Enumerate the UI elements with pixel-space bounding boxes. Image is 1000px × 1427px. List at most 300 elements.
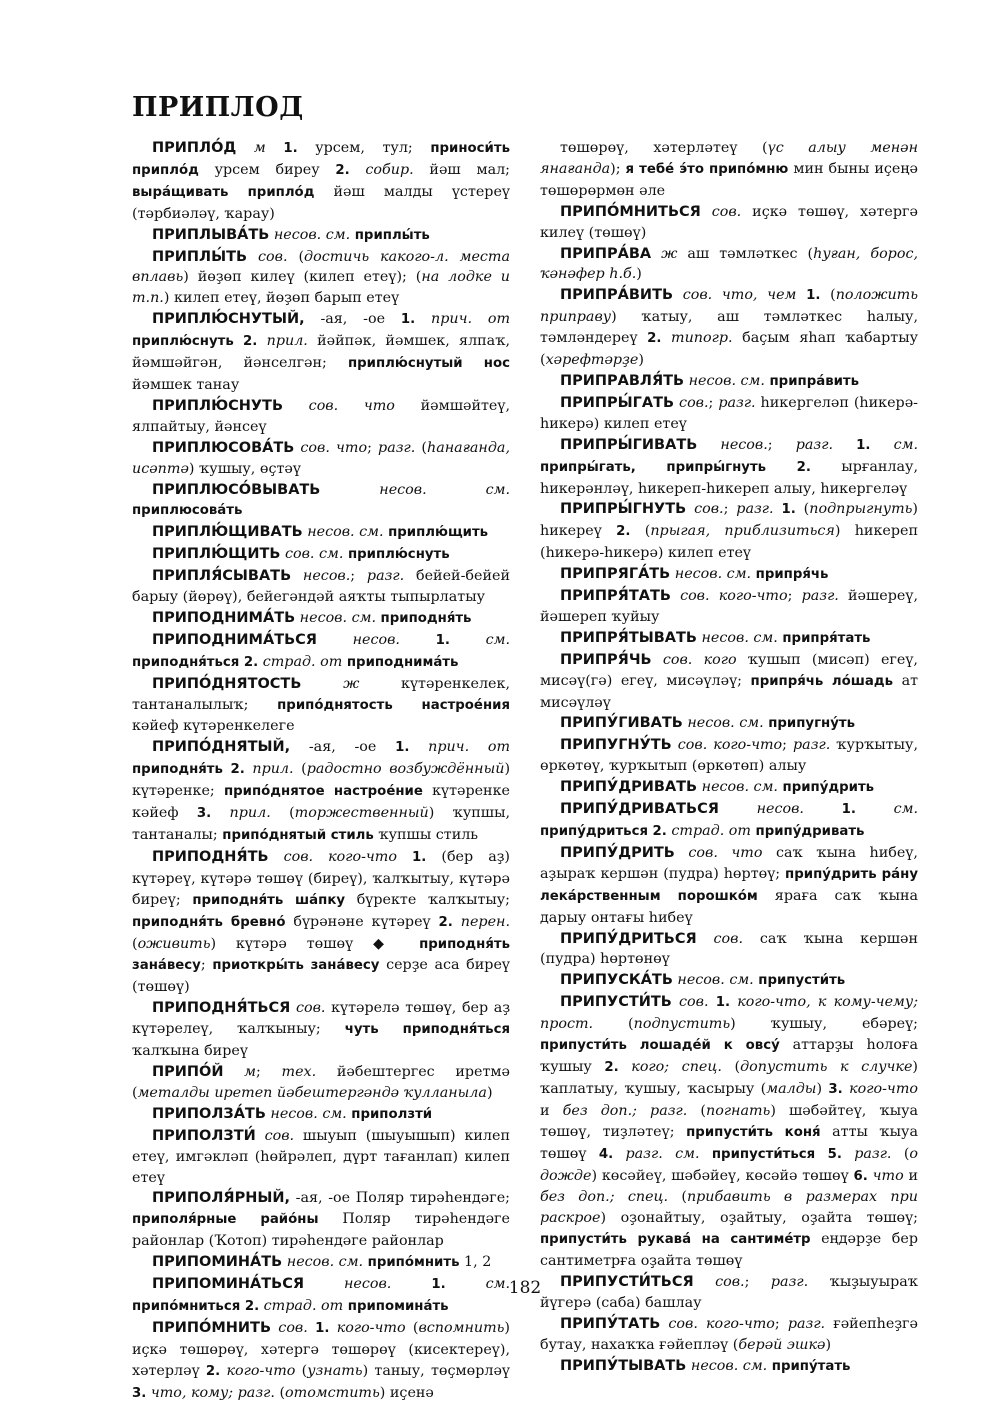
entry-text: Поляр тирәһендәге районлар (Ҡотоп) тирәһендәге районлар: [132, 1211, 511, 1250]
headword: ПРИПЛЫ́ТЬ: [152, 248, 248, 265]
bold-text: припу́дрить ра́ну лека́рственным порошко́м: [540, 866, 918, 904]
bold-text: 2.: [243, 654, 259, 670]
entry-text: күтәренке кәйеф: [132, 783, 510, 822]
italic-label: һуған, борос, ҡәнәфер һ.б.: [540, 245, 918, 283]
entry-text: бейей-бейей барыу (йөрөү), бейегәндәй аяҡты тыпырлатыу: [132, 568, 510, 606]
dictionary-entry: [132, 309, 510, 396]
bold-text: припо́мниться: [132, 1298, 241, 1314]
entry-text: ) ҡушыу, өҫтәү: [188, 460, 301, 477]
entry-text: [397, 849, 412, 865]
bold-text: 2.: [796, 459, 811, 475]
entry-text: ҡурҡытыу, өркөтөү, ҡурҡытып (өркөтөп) алыу: [540, 737, 918, 775]
italic-label: м: [223, 1063, 257, 1080]
bold-text: припу́дривать: [755, 824, 865, 839]
bold-text: 4.: [598, 1146, 614, 1162]
bold-text: 2.: [230, 762, 245, 778]
italic-label: несов. см.: [696, 629, 778, 646]
dictionary-entry: [540, 1314, 918, 1356]
dictionary-entry: [132, 438, 510, 480]
italic-label: допустить к случке: [740, 1058, 913, 1075]
entry-text: ;: [350, 568, 367, 585]
headword: ПРИПРЯ́ТЫВАТЬ: [560, 629, 697, 646]
bold-text: 1.: [412, 849, 427, 865]
entry-text: ярағa саҡ ҡына дарыу онтағы һибеү: [540, 887, 918, 926]
bold-text: 1.: [841, 802, 856, 818]
entry-text: күтәренкелек, тантаналылыҡ;: [132, 675, 510, 713]
bold-text: 1.: [400, 312, 416, 328]
italic-label: погнать: [706, 1102, 771, 1119]
headword: ПРИПЛО́Д: [152, 140, 237, 156]
italic-label: сов.: [674, 394, 709, 411]
bold-text: 3.: [132, 1385, 147, 1401]
entry-text: (: [293, 761, 307, 778]
bold-text: припры́гать, припры́гнуть: [540, 459, 767, 475]
italic-label: несов. см.: [682, 715, 764, 732]
entry-text: и: [903, 1167, 918, 1184]
headword: ПРИПУ́ТЫВАТЬ: [560, 1357, 687, 1374]
entry-text: ;: [787, 588, 802, 605]
bold-text: приплю́снуть: [347, 547, 450, 563]
entry-text: иҫкә төшөү, хәтергә килеү (төшөү): [540, 203, 918, 241]
bold-text: 1.: [781, 502, 796, 518]
entry-text: [709, 994, 716, 1010]
bold-text: 5.: [827, 1146, 842, 1162]
italic-label: ж: [651, 245, 678, 262]
italic-label: сов. что: [294, 439, 368, 456]
entry-text: (: [687, 1102, 706, 1119]
headword: ПРИПРЫ́ГИВАТЬ: [560, 436, 698, 453]
entry-text: ) һикереп (һикерә-һикерә) килеп етеү: [540, 523, 919, 562]
entry-text: урсем, тул;: [297, 140, 431, 156]
entry-text: серҙе аса биреү (төшөү): [132, 957, 510, 996]
entry-text: ): [638, 352, 644, 369]
entry-text: (: [630, 523, 651, 540]
italic-label: кого-что: [329, 1319, 406, 1336]
headword: ПРИПО́Й: [152, 1063, 224, 1080]
italic-label: сов.: [696, 930, 744, 947]
entry-text: ): [825, 1336, 832, 1353]
italic-label: сов. что: [674, 844, 763, 861]
headword: ПРИПУСТИ́ТЬ: [560, 994, 672, 1011]
right-column: [540, 138, 918, 1378]
headword: ПРИПОДНИМА́ТЬСЯ: [152, 631, 317, 648]
entry-text: күтәрелә төшөү, бер аҙ күтәрелеү, ҡалҡыныу;: [132, 1000, 510, 1038]
italic-label: несов.: [316, 631, 400, 648]
bold-text: припусти́ть рукава́ на сантиме́тр: [540, 1232, 811, 1248]
entry-text: );: [610, 160, 626, 177]
entry-text: ;: [767, 436, 796, 453]
headword: ПРИПРЯ́ТАТЬ: [560, 588, 671, 605]
entry-text: төшөрөү, хәтерләтеү (: [560, 140, 768, 156]
dictionary-entry: [540, 586, 918, 628]
headword: ПРИПОДНЯ́ТЬСЯ: [152, 1000, 291, 1017]
bold-text: приоткры́ть зана́весу: [212, 958, 380, 974]
entry-text: ) йөҙөп килеү (килеп етеү); (: [183, 269, 422, 286]
entry-text: ) һикереү: [540, 501, 918, 540]
dictionary-entry: [132, 674, 510, 738]
bold-text: 2.: [604, 1059, 619, 1075]
italic-label: оживить: [137, 935, 211, 952]
entry-text: ): [486, 1084, 493, 1101]
dictionary-entry: [540, 285, 918, 371]
italic-label: сов.: [693, 1274, 745, 1291]
entry-text: ): [636, 266, 642, 283]
entry-text: (: [132, 935, 138, 952]
italic-label: сов. что, чем: [673, 287, 797, 304]
entry-text: аттарҙы һолоға ҡушыу: [540, 1037, 919, 1075]
italic-label: сов. кого-что: [268, 848, 397, 865]
entry-text: бүрәнәне күтәреү: [285, 913, 439, 930]
dictionary-entry: [540, 202, 918, 244]
entry-text: [766, 459, 796, 475]
italic-label: сов.: [290, 1000, 326, 1017]
bold-text: приподня́ть зана́весу: [132, 936, 510, 974]
entry-text: аш тәмләткес (: [677, 245, 814, 262]
bold-text: приподня́ться: [132, 654, 240, 670]
bold-text: припо́днятый стиль: [222, 828, 374, 843]
italic-label: прил.: [244, 761, 294, 778]
headword: ПРИПЛЮ́ЩИТЬ: [152, 546, 281, 563]
italic-label: прибавить в размерах при раскрое: [540, 1189, 918, 1227]
bold-text: 2.: [205, 1363, 221, 1379]
headword: ПРИПЛЯ́СЫВАТЬ: [152, 568, 292, 585]
entry-text: ) ҡупшы, тантаналы;: [132, 805, 511, 843]
bold-text: 1.: [283, 141, 298, 156]
dictionary-entry: [540, 799, 918, 843]
italic-label: см.: [870, 436, 918, 453]
italic-label: кого; спец.: [618, 1058, 722, 1075]
italic-label: разг.: [770, 1274, 809, 1291]
italic-label: узнать: [307, 1362, 363, 1379]
bold-text: припу́тать: [771, 1358, 851, 1374]
bold-text: приплю́снутый нос: [347, 356, 511, 372]
entry-text: ) иҫенә: [379, 1384, 434, 1401]
italic-label: прич. от: [415, 311, 510, 328]
italic-label: что, кому; разг.: [146, 1384, 275, 1401]
italic-label: сов. кого: [651, 651, 737, 668]
headword: ПРИПЛЫВА́ТЬ: [152, 226, 270, 243]
headword: ПРИПО́МНИТЬСЯ: [560, 203, 701, 220]
entry-text: -ая, -ое Поляр тирәһендәге;: [290, 1190, 510, 1207]
italic-label: несов. см.: [697, 779, 778, 796]
entry-text: ;: [744, 1274, 771, 1291]
entry-text: ;: [782, 737, 794, 754]
italic-label: страд. от: [259, 1297, 344, 1314]
italic-label: разг.: [378, 439, 416, 456]
italic-label: несов. см.: [672, 972, 754, 989]
dictionary-entry: [540, 713, 918, 735]
entry-text: (: [274, 1384, 286, 1401]
bold-text: приподня́ть: [132, 762, 223, 778]
entry-text: мин быны иҫеңә төшөрөрмөн әле: [540, 160, 918, 199]
italic-label: сов. кого-что: [670, 588, 788, 605]
italic-label: разг.: [736, 501, 774, 518]
dictionary-entry: [540, 564, 918, 586]
entry-text: ) таныу, төҫмөрләү: [362, 1362, 510, 1379]
dictionary-entry: [132, 1126, 510, 1189]
italic-label: несов. см.: [295, 609, 376, 626]
entry-text: ҡыҙыуыраҡ йүгерә (саба) башлау: [540, 1274, 918, 1311]
italic-label: малды: [766, 1080, 817, 1097]
italic-label: ж: [301, 675, 360, 692]
bold-text: припу́дрить: [782, 780, 875, 796]
italic-label: сов.: [271, 1319, 308, 1336]
headword: ПРИПРАВЛЯ́ТЬ: [560, 372, 685, 389]
headword: ПРИПУ́ТАТЬ: [560, 1315, 661, 1332]
entry-text: (: [287, 248, 305, 265]
entry-text: ) көсәйеү, шәбәйеү, көсәйә төшөү: [591, 1167, 854, 1184]
dictionary-entry: [540, 777, 918, 799]
dictionary-entry: [132, 1188, 510, 1252]
dictionary-entry: [132, 1252, 510, 1274]
bold-text: 6.: [853, 1168, 868, 1184]
bold-text: припусти́ться: [711, 1146, 816, 1162]
italic-label: прич. от: [409, 739, 510, 756]
bold-text: припря́тать: [782, 630, 871, 646]
bold-text: 3.: [196, 806, 212, 822]
italic-label: сов.: [247, 248, 288, 265]
dictionary-entry: [540, 843, 918, 929]
italic-label: үс алыу менән янағанда: [540, 140, 918, 177]
bold-text: припусти́ть: [758, 973, 846, 989]
dictionary-entry: [132, 225, 510, 247]
dictionary-entry: [132, 480, 510, 523]
headword: ПРИПОДНЯ́ТЬ: [152, 848, 269, 865]
bold-text: приползти́: [351, 1106, 433, 1122]
entry-text: йәбештергес иретмә (: [132, 1063, 510, 1101]
italic-label: прыгая, приблизиться: [650, 523, 835, 540]
entry-text: саҡ ҡына һибеү, аҙыраҡ кершән (пудра) һөртөү;: [540, 844, 918, 882]
dictionary-entry: [540, 244, 918, 286]
italic-label: кого-что: [220, 1362, 296, 1379]
dictionary-entry: [132, 737, 510, 847]
headword: ПРИПОЛЯ́РНЫЙ,: [152, 1190, 290, 1207]
bold-text: приплю́щить: [388, 525, 489, 541]
headword: ПРИПОМИНА́ТЬ: [152, 1254, 283, 1271]
dictionary-entry: [540, 499, 918, 564]
italic-label: подпустить: [633, 1016, 731, 1033]
italic-label: сов. кого-что: [671, 737, 783, 754]
headword: ПРИПО́МНИТЬ: [152, 1319, 272, 1336]
dictionary-entry: [132, 396, 510, 438]
entry-text: ) ҡушыу, ебәреү;: [730, 1016, 918, 1033]
running-head: ПРИПЛОД: [132, 92, 304, 123]
italic-label: без доп.; разг.: [562, 1102, 688, 1119]
italic-label: несов.: [697, 436, 768, 453]
dictionary-entry: [132, 1104, 510, 1126]
entry-text: (: [415, 439, 428, 456]
italic-label: достичь какого-л. места вплавь: [132, 248, 511, 286]
entry-text: [833, 437, 856, 453]
italic-label: несов.: [718, 801, 804, 818]
bold-text: припу́дриться: [540, 824, 648, 839]
headword: ПРИПРЯ́ЧЬ: [560, 651, 652, 668]
bold-text: приподня́ть ша́пку: [192, 892, 346, 908]
italic-label: металды иретеп йәбештергәндә ҡулланыла: [137, 1084, 487, 1101]
dictionary-entry: [540, 970, 918, 992]
italic-label: собир.: [349, 161, 414, 178]
bold-text: 1.: [856, 437, 871, 453]
italic-label: прил.: [257, 333, 308, 350]
bold-text: приподнима́ть: [346, 654, 459, 670]
entry-text: -ая, -ое: [304, 311, 401, 328]
bold-text: припусти́ть лошаде́й к овсу́: [540, 1038, 780, 1054]
headword: ПРИПУ́ДРИТЬ: [560, 844, 675, 861]
entry-text: ): [816, 1080, 829, 1097]
italic-label: несов.: [291, 568, 351, 585]
italic-label: сов.: [671, 994, 709, 1011]
italic-label: разг.: [801, 588, 839, 605]
bold-text: припря́чь ло́шадь: [750, 673, 894, 689]
entry-text: бүректе ҡалҡытыу;: [345, 891, 510, 908]
entry-text: йәмшәйтеү, ялпайтыу, йәнсеү: [132, 397, 510, 435]
bold-text: 1.: [806, 288, 821, 304]
entry-text: ат мисәүләү: [540, 672, 918, 711]
italic-label: см.: [449, 631, 510, 648]
headword: ПРИПРА́ВИТЬ: [560, 287, 674, 304]
headword: ПРИПО́ДНЯТЫЙ,: [152, 739, 291, 756]
bold-text: припомина́ть: [347, 1298, 449, 1314]
bold-text: 1.: [315, 1320, 330, 1336]
italic-label: типогр.: [661, 330, 733, 347]
dictionary-entry: [132, 1062, 510, 1104]
italic-label: несов. см.: [282, 1254, 364, 1271]
bold-text: припра́вить: [769, 373, 860, 389]
bold-text: приплы́ть: [354, 227, 430, 243]
headword: ПРИПРА́ВА: [560, 245, 652, 262]
left-column: [132, 138, 510, 1404]
italic-label: тех.: [281, 1063, 317, 1080]
headword: ПРИПОЛЗТИ́: [152, 1127, 256, 1144]
entry-text: (: [820, 287, 836, 304]
bold-text: 3.: [828, 1081, 843, 1097]
headword: ПРИПЛЮ́ЩИВАТЬ: [152, 524, 303, 541]
italic-label: вспомнить: [418, 1319, 505, 1336]
entry-text: -ая, -ое: [290, 739, 396, 756]
entry-text: [700, 1146, 712, 1162]
dictionary-entry: [132, 544, 510, 566]
entry-text: (бер аҙ) күтәреү, күтәрә төшөү (биреү), ҡалҡытыу, күтәрә биреү;: [132, 848, 510, 908]
entry-text: атты ҡыуа төшөү: [540, 1123, 918, 1162]
dictionary-entry: [540, 929, 918, 971]
headword: ПРИПУ́ДРИВАТЬ: [560, 779, 698, 796]
headword: ПРИПЛЮСО́ВЫВАТЬ: [152, 481, 321, 498]
italic-label: несов. см.: [302, 524, 384, 541]
dictionary-entry: [540, 992, 918, 1272]
headword: ПРИПЛЮ́СНУТЫЙ,: [152, 311, 305, 328]
italic-label: һанағанда, исәптә: [132, 439, 510, 477]
bold-text: приподня́ть: [380, 610, 472, 626]
bold-text: приплю́снуть: [132, 334, 234, 350]
dictionary-entry: [132, 998, 510, 1062]
headword: ПРИПРЫ́ГНУТЬ: [560, 501, 687, 518]
entry-text: (: [668, 1189, 687, 1206]
page-number: 182: [508, 1278, 542, 1298]
italic-label: страд. от: [666, 823, 751, 839]
italic-label: торжественный: [294, 805, 429, 822]
italic-label: несов. см.: [265, 1105, 347, 1122]
bold-text: 1.: [435, 632, 450, 648]
dictionary-entry: [132, 247, 510, 310]
italic-label: разг.: [366, 568, 405, 585]
entry-text: шыуып (шыуышып) килеп етеү, имгәкләп (һөйрәлеп, дүрт тағанлап) килеп етеү: [132, 1127, 510, 1186]
dictionary-entry: [132, 847, 510, 998]
bold-text: припо́днятость настрое́ния: [277, 697, 510, 713]
bold-text: приплюсова́ть: [132, 503, 243, 519]
dictionary-entry: [540, 393, 918, 435]
italic-label: перен.: [452, 913, 510, 930]
entry-text: ;: [723, 501, 737, 518]
entry-text: (: [721, 1058, 741, 1075]
entry-text: ) иҫкә төшөрөү, хәтергә төшөрөү (кисектереү), хәтерләү: [132, 1319, 510, 1379]
italic-label: подпрыгнуть: [809, 501, 913, 518]
entry-text: ) килеп етеү, йөҙөп барып етеү: [163, 290, 400, 307]
italic-label: берәй эшкә: [738, 1336, 826, 1353]
headword: ПРИПУ́ДРИТЬСЯ: [560, 930, 697, 947]
italic-label: несов. см.: [686, 1357, 768, 1374]
entry-text: ) ҡаплатыу, ҡушыу, ҡасырыу (: [540, 1058, 918, 1097]
bold-text: 1.: [715, 995, 731, 1011]
entry-text: (: [891, 1145, 910, 1162]
entry-text: ) шәбәйтеү, ҡыуа төшөү, тиҙләтеү;: [540, 1102, 919, 1140]
italic-label: страд. от: [258, 653, 343, 670]
bold-text: припугну́ть: [768, 716, 856, 732]
bold-text: 1.: [431, 1277, 446, 1293]
entry-text: [804, 801, 842, 817]
entry-text: йәш мал;: [413, 161, 510, 178]
entry-text: баҫым яһап ҡабартыу (: [540, 330, 919, 369]
entry-text: ;: [708, 394, 719, 411]
bold-text: припря́чь: [755, 567, 829, 583]
italic-label: отомстить: [285, 1384, 380, 1401]
entry-text: саҡ ҡына кершән (пудра) һөртөнөү: [540, 930, 919, 968]
italic-label: о дожде: [540, 1145, 919, 1184]
bold-text: 2.: [335, 162, 350, 178]
entry-text: ;: [200, 957, 213, 974]
dictionary-entry: [132, 522, 510, 544]
entry-text: кәйеф күтәренкелеге: [132, 718, 295, 735]
headword: ПРИПЛЮСОВА́ТЬ: [152, 439, 295, 456]
italic-label: несов. см.: [684, 372, 765, 389]
italic-label: разг.: [718, 394, 756, 411]
headword: ПРИПУ́ДРИВАТЬСЯ: [560, 801, 719, 818]
entry-text: [308, 1320, 315, 1336]
italic-label: разг.: [841, 1145, 892, 1162]
entry-text: ҡалҡына биреү: [132, 1043, 248, 1060]
bold-text: чуть приподня́ться: [344, 1022, 510, 1038]
entry-text: ғәйепһеҙгә бутау, нахаҡҡа ғәйепләү (: [540, 1315, 918, 1353]
entry-text: и: [540, 1102, 563, 1119]
bold-text: приноси́ть припло́д: [132, 141, 510, 178]
dictionary-entry: [132, 608, 510, 630]
dictionary-entry: [540, 628, 918, 650]
italic-label: положить приправу: [540, 287, 919, 326]
italic-label: сов.: [686, 501, 724, 518]
entry-text: (: [593, 1016, 634, 1033]
bold-text: 2.: [616, 524, 631, 540]
dictionary-entry: [540, 138, 918, 202]
entry-text: [400, 632, 436, 648]
entry-text: [234, 333, 243, 349]
italic-label: что: [867, 1167, 904, 1184]
italic-label: сов. см.: [280, 546, 344, 563]
headword: ПРИПОЛЗА́ТЬ: [152, 1105, 266, 1122]
entry-text: ) оҙонайтыу, оҙайтыу, оҙайта төшөү;: [600, 1210, 918, 1227]
italic-label: сов.: [255, 1127, 295, 1144]
headword: ПРИПРЯГА́ТЬ: [560, 566, 671, 583]
headword: ПРИПУГНУ́ТЬ: [560, 737, 672, 754]
entry-text: [223, 761, 231, 777]
